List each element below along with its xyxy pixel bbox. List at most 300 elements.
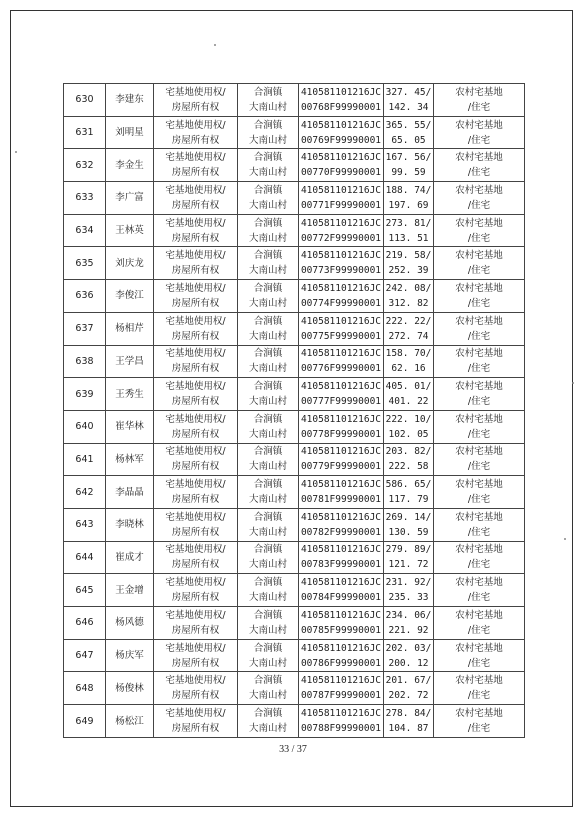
right-type-line1: 宅基地使用权/ xyxy=(165,511,226,523)
use-line1: 农村宅基地 xyxy=(455,479,503,491)
cell-owner-name xyxy=(106,541,154,574)
right-type-line1: 宅基地使用权/ xyxy=(165,152,226,164)
use-line1: 农村宅基地 xyxy=(455,184,503,196)
row-number: 633 xyxy=(75,192,94,204)
owner-name: 王林英 xyxy=(115,225,144,237)
location-village: 大南山村 xyxy=(248,199,287,211)
cell-number xyxy=(64,705,106,738)
owner-name: 李广富 xyxy=(115,192,144,204)
location-town: 合涧镇 xyxy=(253,152,283,164)
cell-right-type xyxy=(154,410,238,443)
location-village: 大南山村 xyxy=(248,101,287,113)
cell-right-type xyxy=(154,280,238,313)
right-type-line2: 房屋所有权 xyxy=(171,592,220,604)
unit-code-line1: 410581101216JC xyxy=(300,184,382,196)
unit-code-line2: 00785F99990001 xyxy=(300,624,382,636)
location-town: 合涧镇 xyxy=(253,119,283,131)
cell-location xyxy=(238,345,299,378)
unit-code-line2: 00788F99990001 xyxy=(300,723,382,735)
right-type-line1: 宅基地使用权/ xyxy=(165,348,226,360)
cell-location xyxy=(238,443,299,476)
cell-number xyxy=(64,280,106,313)
use-line1: 农村宅基地 xyxy=(455,381,503,393)
use-line2: /住宅 xyxy=(467,167,491,179)
cell-right-type xyxy=(154,541,238,574)
table-row xyxy=(64,639,525,672)
row-number: 643 xyxy=(75,519,94,531)
table-row xyxy=(64,312,525,345)
use-line2: /住宅 xyxy=(467,363,491,375)
cell-unit-code xyxy=(299,345,384,378)
cell-location xyxy=(238,378,299,411)
cell-area xyxy=(384,280,434,313)
location-village: 大南山村 xyxy=(248,428,287,440)
area-building: 202. 72 xyxy=(388,690,429,702)
location-town: 合涧镇 xyxy=(253,511,283,523)
use-line2: /住宅 xyxy=(467,134,491,146)
cell-number xyxy=(64,607,106,640)
owner-name: 王秀生 xyxy=(115,388,144,400)
use-line1: 农村宅基地 xyxy=(455,119,503,131)
cell-use xyxy=(434,541,525,574)
area-building: 312. 82 xyxy=(388,297,429,309)
location-town: 合涧镇 xyxy=(253,544,283,556)
table-row xyxy=(64,541,525,574)
location-village: 大南山村 xyxy=(248,559,287,571)
cell-unit-code xyxy=(299,312,384,345)
row-number: 638 xyxy=(75,355,94,367)
cell-area xyxy=(384,345,434,378)
cell-right-type xyxy=(154,214,238,247)
cell-owner-name xyxy=(106,214,154,247)
cell-location xyxy=(238,116,299,149)
right-type-line1: 宅基地使用权/ xyxy=(165,642,226,654)
owner-name: 王金增 xyxy=(115,584,144,596)
location-town: 合涧镇 xyxy=(253,479,283,491)
use-line1: 农村宅基地 xyxy=(455,86,503,98)
cell-right-type xyxy=(154,247,238,280)
unit-code-line1: 410581101216JC xyxy=(300,119,382,131)
area-building: 221. 92 xyxy=(388,624,429,636)
use-line2: /住宅 xyxy=(467,494,491,506)
area-land: 202. 03/ xyxy=(385,642,432,654)
area-building: 102. 05 xyxy=(388,428,429,440)
unit-code-line1: 410581101216JC xyxy=(300,282,382,294)
scan-speck xyxy=(564,538,566,540)
table-row xyxy=(64,410,525,443)
cell-unit-code xyxy=(299,639,384,672)
owner-name: 李晶晶 xyxy=(115,486,144,498)
area-building: 142. 34 xyxy=(388,101,429,113)
area-building: 222. 58 xyxy=(388,461,429,473)
cell-unit-code xyxy=(299,443,384,476)
cell-location xyxy=(238,541,299,574)
location-village: 大南山村 xyxy=(248,232,287,244)
owner-name: 杨林军 xyxy=(115,453,144,465)
right-type-line1: 宅基地使用权/ xyxy=(165,315,226,327)
right-type-line1: 宅基地使用权/ xyxy=(165,544,226,556)
cell-number xyxy=(64,541,106,574)
use-line2: /住宅 xyxy=(467,101,491,113)
cell-area xyxy=(384,182,434,215)
area-land: 234. 06/ xyxy=(385,609,432,621)
row-number: 631 xyxy=(75,127,94,139)
cell-use xyxy=(434,476,525,509)
use-line1: 农村宅基地 xyxy=(455,152,503,164)
right-type-line1: 宅基地使用权/ xyxy=(165,708,226,720)
location-town: 合涧镇 xyxy=(253,708,283,720)
cell-number xyxy=(64,84,106,117)
owner-name: 杨相芹 xyxy=(115,323,144,335)
use-line2: /住宅 xyxy=(467,396,491,408)
row-number: 646 xyxy=(75,617,94,629)
use-line2: /住宅 xyxy=(467,461,491,473)
cell-unit-code xyxy=(299,182,384,215)
unit-code-line1: 410581101216JC xyxy=(300,708,382,720)
right-type-line2: 房屋所有权 xyxy=(171,134,220,146)
cell-unit-code xyxy=(299,705,384,738)
use-line2: /住宅 xyxy=(467,232,491,244)
cell-use xyxy=(434,443,525,476)
unit-code-line2: 00772F99990001 xyxy=(300,232,382,244)
area-building: 401. 22 xyxy=(388,396,429,408)
cell-use xyxy=(434,182,525,215)
use-line1: 农村宅基地 xyxy=(455,217,503,229)
cell-owner-name xyxy=(106,607,154,640)
table-row xyxy=(64,476,525,509)
cell-owner-name xyxy=(106,280,154,313)
location-town: 合涧镇 xyxy=(253,675,283,687)
cell-area xyxy=(384,443,434,476)
cell-area xyxy=(384,639,434,672)
cell-use xyxy=(434,574,525,607)
unit-code-line2: 00768F99990001 xyxy=(300,101,382,113)
cell-area xyxy=(384,541,434,574)
cell-area xyxy=(384,116,434,149)
cell-location xyxy=(238,149,299,182)
table-row xyxy=(64,247,525,280)
use-line1: 农村宅基地 xyxy=(455,675,503,687)
cell-owner-name xyxy=(106,476,154,509)
cell-area xyxy=(384,508,434,541)
cell-right-type xyxy=(154,149,238,182)
area-building: 197. 69 xyxy=(388,199,429,211)
cell-owner-name xyxy=(106,247,154,280)
cell-area xyxy=(384,672,434,705)
location-village: 大南山村 xyxy=(248,624,287,636)
use-line1: 农村宅基地 xyxy=(455,413,503,425)
unit-code-line2: 00783F99990001 xyxy=(300,559,382,571)
cell-number xyxy=(64,214,106,247)
location-town: 合涧镇 xyxy=(253,282,283,294)
use-line1: 农村宅基地 xyxy=(455,609,503,621)
cell-owner-name xyxy=(106,639,154,672)
owner-name: 崔华林 xyxy=(115,421,144,433)
scan-speck xyxy=(15,151,17,153)
right-type-line2: 房屋所有权 xyxy=(171,101,220,113)
location-village: 大南山村 xyxy=(248,723,287,735)
table-row xyxy=(64,149,525,182)
cell-use xyxy=(434,84,525,117)
unit-code-line2: 00784F99990001 xyxy=(300,592,382,604)
right-type-line1: 宅基地使用权/ xyxy=(165,381,226,393)
location-town: 合涧镇 xyxy=(253,577,283,589)
cell-location xyxy=(238,705,299,738)
table-row xyxy=(64,280,525,313)
unit-code-line2: 00787F99990001 xyxy=(300,690,382,702)
unit-code-line2: 00778F99990001 xyxy=(300,428,382,440)
scan-speck xyxy=(572,382,574,384)
area-building: 62. 16 xyxy=(391,363,426,375)
location-town: 合涧镇 xyxy=(253,381,283,393)
cell-owner-name xyxy=(106,410,154,443)
cell-area xyxy=(384,247,434,280)
cell-location xyxy=(238,247,299,280)
area-building: 235. 33 xyxy=(388,592,429,604)
cell-owner-name xyxy=(106,116,154,149)
row-number: 632 xyxy=(75,159,94,171)
cell-unit-code xyxy=(299,607,384,640)
cell-unit-code xyxy=(299,672,384,705)
location-village: 大南山村 xyxy=(248,330,287,342)
cell-location xyxy=(238,280,299,313)
cell-unit-code xyxy=(299,247,384,280)
use-line1: 农村宅基地 xyxy=(455,348,503,360)
registry-table-body xyxy=(64,84,525,738)
row-number: 641 xyxy=(75,453,94,465)
area-land: 201. 67/ xyxy=(385,675,432,687)
use-line2: /住宅 xyxy=(467,526,491,538)
cell-use xyxy=(434,214,525,247)
cell-unit-code xyxy=(299,214,384,247)
use-line1: 农村宅基地 xyxy=(455,642,503,654)
unit-code-line1: 410581101216JC xyxy=(300,577,382,589)
cell-location xyxy=(238,214,299,247)
cell-owner-name xyxy=(106,443,154,476)
cell-right-type xyxy=(154,182,238,215)
cell-unit-code xyxy=(299,84,384,117)
use-line2: /住宅 xyxy=(467,624,491,636)
area-land: 158. 70/ xyxy=(385,348,432,360)
use-line2: /住宅 xyxy=(467,428,491,440)
page-number: 33 / 37 xyxy=(279,744,307,755)
cell-area xyxy=(384,607,434,640)
unit-code-line1: 410581101216JC xyxy=(300,675,382,687)
owner-name: 李建东 xyxy=(115,94,144,106)
cell-location xyxy=(238,182,299,215)
area-building: 104. 87 xyxy=(388,723,429,735)
right-type-line2: 房屋所有权 xyxy=(171,265,220,277)
area-building: 117. 79 xyxy=(388,494,429,506)
unit-code-line2: 00781F99990001 xyxy=(300,494,382,506)
cell-right-type xyxy=(154,312,238,345)
right-type-line2: 房屋所有权 xyxy=(171,657,220,669)
cell-location xyxy=(238,312,299,345)
use-line2: /住宅 xyxy=(467,559,491,571)
location-town: 合涧镇 xyxy=(253,348,283,360)
table-row xyxy=(64,607,525,640)
location-town: 合涧镇 xyxy=(253,250,283,262)
right-type-line2: 房屋所有权 xyxy=(171,232,220,244)
location-village: 大南山村 xyxy=(248,134,287,146)
cell-location xyxy=(238,607,299,640)
table-row xyxy=(64,378,525,411)
location-village: 大南山村 xyxy=(248,526,287,538)
use-line1: 农村宅基地 xyxy=(455,544,503,556)
row-number: 649 xyxy=(75,715,94,727)
unit-code-line2: 00773F99990001 xyxy=(300,265,382,277)
area-land: 405. 01/ xyxy=(385,381,432,393)
location-village: 大南山村 xyxy=(248,494,287,506)
location-town: 合涧镇 xyxy=(253,446,283,458)
location-town: 合涧镇 xyxy=(253,315,283,327)
cell-unit-code xyxy=(299,574,384,607)
cell-area xyxy=(384,410,434,443)
cell-owner-name xyxy=(106,574,154,607)
cell-owner-name xyxy=(106,378,154,411)
row-number: 635 xyxy=(75,257,94,269)
use-line2: /住宅 xyxy=(467,592,491,604)
cell-use xyxy=(434,116,525,149)
cell-right-type xyxy=(154,574,238,607)
area-land: 278. 84/ xyxy=(385,708,432,720)
row-number: 642 xyxy=(75,486,94,498)
location-village: 大南山村 xyxy=(248,396,287,408)
right-type-line1: 宅基地使用权/ xyxy=(165,479,226,491)
area-land: 222. 10/ xyxy=(385,413,432,425)
cell-right-type xyxy=(154,639,238,672)
right-type-line2: 房屋所有权 xyxy=(171,199,220,211)
cell-location xyxy=(238,574,299,607)
right-type-line2: 房屋所有权 xyxy=(171,461,220,473)
cell-location xyxy=(238,476,299,509)
table-row xyxy=(64,508,525,541)
area-land: 167. 56/ xyxy=(385,152,432,164)
use-line2: /住宅 xyxy=(467,723,491,735)
row-number: 640 xyxy=(75,421,94,433)
area-land: 269. 14/ xyxy=(385,511,432,523)
use-line1: 农村宅基地 xyxy=(455,315,503,327)
unit-code-line2: 00776F99990001 xyxy=(300,363,382,375)
location-town: 合涧镇 xyxy=(253,86,283,98)
cell-owner-name xyxy=(106,312,154,345)
unit-code-line1: 410581101216JC xyxy=(300,348,382,360)
cell-owner-name xyxy=(106,705,154,738)
cell-owner-name xyxy=(106,508,154,541)
cell-use xyxy=(434,280,525,313)
row-number: 648 xyxy=(75,682,94,694)
location-village: 大南山村 xyxy=(248,167,287,179)
cell-number xyxy=(64,410,106,443)
unit-code-line2: 00771F99990001 xyxy=(300,199,382,211)
right-type-line2: 房屋所有权 xyxy=(171,494,220,506)
area-building: 99. 59 xyxy=(391,167,426,179)
row-number: 645 xyxy=(75,584,94,596)
owner-name: 杨松江 xyxy=(115,715,144,727)
cell-number xyxy=(64,247,106,280)
location-town: 合涧镇 xyxy=(253,184,283,196)
area-land: 327. 45/ xyxy=(385,86,432,98)
scan-speck xyxy=(214,44,216,46)
owner-name: 杨俊林 xyxy=(115,682,144,694)
area-land: 586. 65/ xyxy=(385,479,432,491)
cell-right-type xyxy=(154,345,238,378)
right-type-line2: 房屋所有权 xyxy=(171,363,220,375)
row-number: 644 xyxy=(75,551,94,563)
unit-code-line1: 410581101216JC xyxy=(300,250,382,262)
location-village: 大南山村 xyxy=(248,363,287,375)
cell-unit-code xyxy=(299,378,384,411)
use-line2: /住宅 xyxy=(467,199,491,211)
unit-code-line1: 410581101216JC xyxy=(300,544,382,556)
cell-owner-name xyxy=(106,345,154,378)
area-building: 272. 74 xyxy=(388,330,429,342)
location-village: 大南山村 xyxy=(248,592,287,604)
cell-area xyxy=(384,705,434,738)
unit-code-line2: 00786F99990001 xyxy=(300,657,382,669)
unit-code-line1: 410581101216JC xyxy=(300,381,382,393)
cell-owner-name xyxy=(106,182,154,215)
right-type-line2: 房屋所有权 xyxy=(171,396,220,408)
location-village: 大南山村 xyxy=(248,657,287,669)
area-land: 365. 55/ xyxy=(385,119,432,131)
right-type-line2: 房屋所有权 xyxy=(171,559,220,571)
cell-number xyxy=(64,639,106,672)
cell-unit-code xyxy=(299,476,384,509)
cell-unit-code xyxy=(299,541,384,574)
right-type-line1: 宅基地使用权/ xyxy=(165,119,226,131)
cell-right-type xyxy=(154,443,238,476)
location-village: 大南山村 xyxy=(248,265,287,277)
right-type-line1: 宅基地使用权/ xyxy=(165,217,226,229)
cell-unit-code xyxy=(299,508,384,541)
location-village: 大南山村 xyxy=(248,461,287,473)
cell-number xyxy=(64,574,106,607)
right-type-line1: 宅基地使用权/ xyxy=(165,184,226,196)
right-type-line2: 房屋所有权 xyxy=(171,297,220,309)
row-number: 636 xyxy=(75,290,94,302)
cell-use xyxy=(434,378,525,411)
unit-code-line2: 00769F99990001 xyxy=(300,134,382,146)
cell-owner-name xyxy=(106,84,154,117)
cell-area xyxy=(384,84,434,117)
unit-code-line1: 410581101216JC xyxy=(300,642,382,654)
use-line1: 农村宅基地 xyxy=(455,446,503,458)
area-land: 273. 81/ xyxy=(385,217,432,229)
owner-name: 崔成才 xyxy=(115,551,144,563)
cell-use xyxy=(434,149,525,182)
right-type-line2: 房屋所有权 xyxy=(171,690,220,702)
unit-code-line1: 410581101216JC xyxy=(300,413,382,425)
owner-name: 杨风德 xyxy=(115,617,144,629)
cell-number xyxy=(64,116,106,149)
unit-code-line1: 410581101216JC xyxy=(300,217,382,229)
cell-use xyxy=(434,508,525,541)
owner-name: 王学昌 xyxy=(115,355,144,367)
cell-right-type xyxy=(154,84,238,117)
cell-area xyxy=(384,149,434,182)
use-line1: 农村宅基地 xyxy=(455,250,503,262)
unit-code-line1: 410581101216JC xyxy=(300,511,382,523)
unit-code-line1: 410581101216JC xyxy=(300,86,382,98)
right-type-line1: 宅基地使用权/ xyxy=(165,446,226,458)
unit-code-line2: 00779F99990001 xyxy=(300,461,382,473)
use-line2: /住宅 xyxy=(467,690,491,702)
cell-number xyxy=(64,508,106,541)
cell-use xyxy=(434,639,525,672)
cell-location xyxy=(238,84,299,117)
unit-code-line2: 00774F99990001 xyxy=(300,297,382,309)
